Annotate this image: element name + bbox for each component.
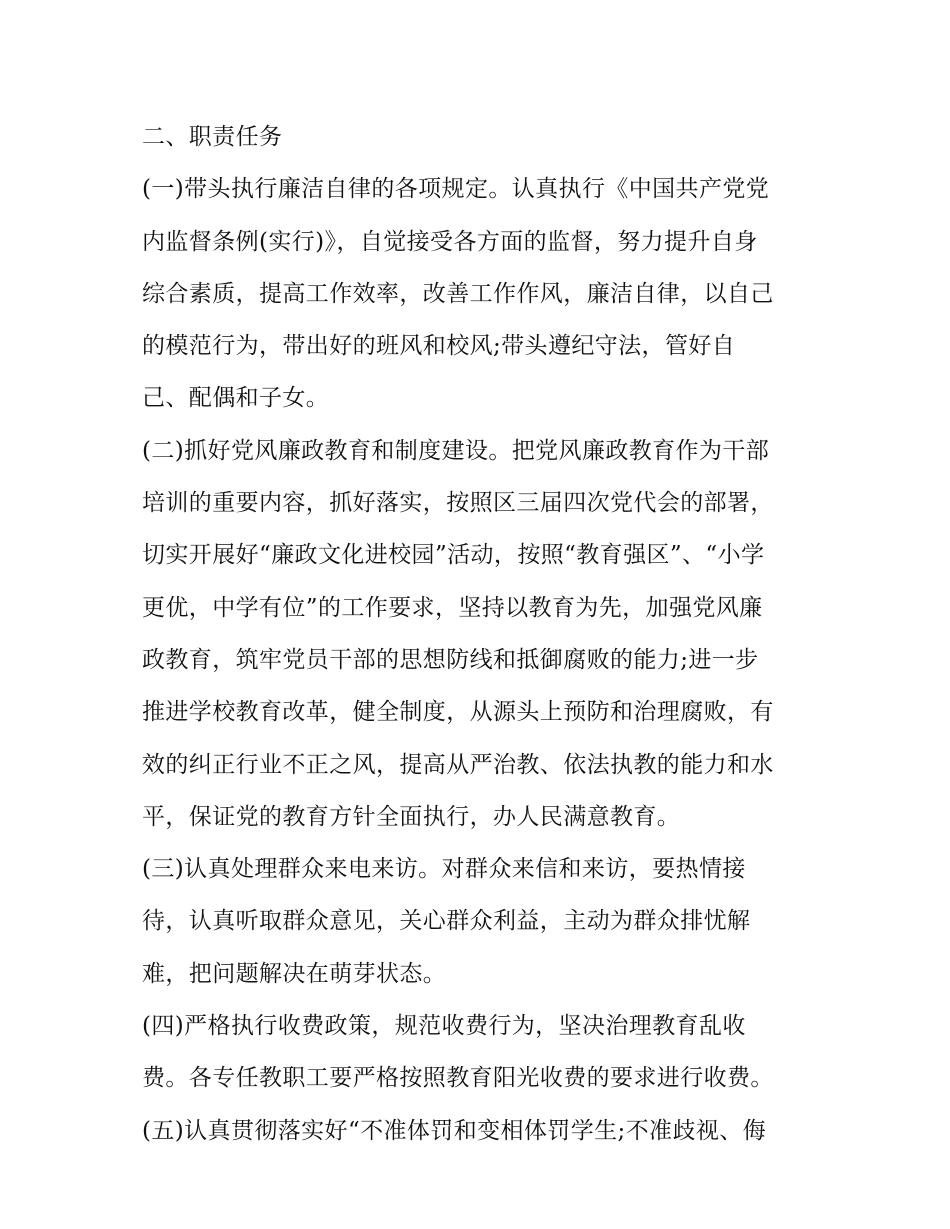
paragraph-line: 难，把问题解决在萌芽状态。 bbox=[142, 960, 447, 987]
paragraph-line: (五)认真贯彻落实好“不准体罚和变相体罚学生;不准歧视、侮 bbox=[142, 1117, 767, 1144]
paragraph-line: 效的纠正行业不正之风，提高从严治教、依法执教的能力和水 bbox=[142, 751, 774, 778]
paragraph-line: 切实开展好“廉政文化进校园”活动，按照“教育强区”、“小学 bbox=[142, 542, 765, 569]
paragraph-line: (二)抓好党风廉政教育和制度建设。把党风廉政教育作为干部 bbox=[142, 437, 770, 464]
paragraph-line: (四)严格执行收费政策，规范收费行为，坚决治理教育乱收 bbox=[142, 1013, 746, 1040]
paragraph-line: 综合素质，提高工作效率，改善工作作风，廉洁自律，以自己 bbox=[142, 280, 774, 307]
paragraph-line: 内监督条例(实行)》，自觉接受各方面的监督，努力提升自身 bbox=[142, 228, 758, 255]
paragraph-line: (三)认真处理群众来电来访。对群众来信和来访，要热情接 bbox=[142, 856, 746, 883]
paragraph-line: 己、配偶和子女。 bbox=[142, 385, 330, 412]
section-heading: 二、职责任务 bbox=[142, 124, 283, 150]
paragraph-line: 培训的重要内容，抓好落实，按照区三届四次党代会的部署， bbox=[142, 490, 774, 517]
paragraph-line: 平，保证党的教育方针全面执行，办人民满意教育。 bbox=[142, 803, 681, 830]
paragraph-line: 费。各专任教职工要严格按照教育阳光收费的要求进行收费。 bbox=[142, 1065, 774, 1092]
paragraph-line: 政教育，筑牢党员干部的思想防线和抵御腐败的能力;进一步 bbox=[142, 646, 759, 673]
document-body bbox=[142, 111, 822, 1157]
paragraph-line: 推进学校教育改革，健全制度，从源头上预防和治理腐败，有 bbox=[142, 699, 774, 726]
paragraph-line: 待，认真听取群众意见，关心群众利益，主动为群众排忧解 bbox=[142, 908, 751, 935]
paragraph-line: 更优，中学有位”的工作要求，坚持以教育为先，加强党风廉 bbox=[142, 594, 763, 621]
paragraph-line: 的模范行为，带出好的班风和校风;带头遵纪守法，管好自 bbox=[142, 333, 736, 360]
paragraph-line: (一)带头执行廉洁自律的各项规定。认真执行《中国共产党党 bbox=[142, 176, 770, 203]
